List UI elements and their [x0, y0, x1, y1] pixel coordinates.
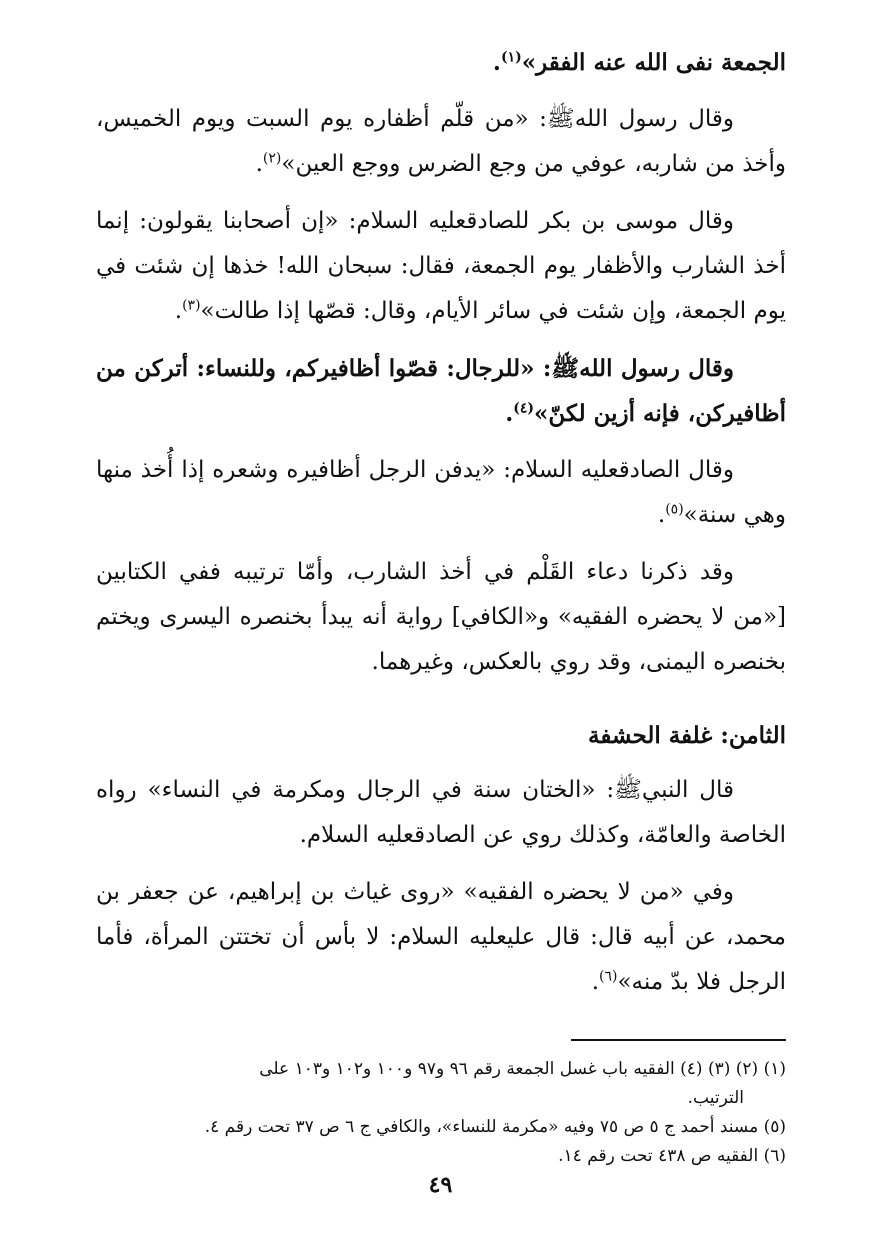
paragraph-text: وقال رسول اللهﷺ: «للرجال: قصّوا أظافيركم، وللنساء: أتركن من أظافيركن، فإنه أزين لكنّ»	[96, 355, 786, 427]
paragraph-text: وقال رسول اللهﷺ: «من قلّم أظفاره يوم السبت ويوم الخميس، وأخذ من شاربه، عوفي من وجع الضرس ووجع العين»	[96, 106, 786, 177]
note-ref: (٢)	[262, 150, 282, 167]
paragraph-text: الجمعة نفى الله عنه الفقر»	[521, 49, 786, 76]
paragraph	[96, 768, 786, 858]
paragraph	[96, 550, 786, 685]
note-ref: (٦)	[599, 968, 618, 985]
paragraph-text: وقال موسى بن بكر للصادقعليه السلام: «إن أصحابنا يقولون: إنما أخذ الشارب والأظفار يوم الجمعة، فقال: سبحان الله! خذها إن شئت في يوم الجمعة، وإن شئت في سائر الأيام، وقال: قصّها إذا طالت»	[96, 208, 786, 324]
paragraph-text: وقد ذكرنا دعاء القَلْم في أخذ الشارب، وأمّا ترتيبه ففي الكتابين [«من لا يحضره الفقيه» و«الكافي] رواية أنه يبدأ بخنصره اليسرى ويختم بخنصره اليمنى، وقد روي بالعكس، وغيرهما.	[96, 559, 786, 675]
paragraph-tail: .	[174, 298, 183, 324]
paragraph-text: قال النبيﷺ: «الختان سنة في الرجال ومكرمة في النساء» رواه الخاصة والعامّة، وكذلك روي عن الصادقعليه السلام.	[96, 777, 786, 848]
footnote: (١) (٢) (٣) (٤) الفقيه باب غسل الجمعة رقم ٩٦ و٩٧ و١٠٠ و١٠٢ و١٠٣ على	[259, 1059, 786, 1079]
paragraph	[96, 97, 786, 187]
page-number: ٤٩	[428, 1172, 453, 1198]
note-ref: (١)	[500, 49, 522, 66]
footnote: (٥) مسند أحمد ج ٥ ص ٧٥ وفيه «مكرمة للنساء»، والكافي ج ٦ ص ٣٧ تحت رقم ٤.	[204, 1117, 786, 1137]
paragraph-tail: .	[657, 502, 666, 528]
paragraph	[96, 448, 786, 538]
section-heading: الثامن: غلفة الحشفة	[587, 722, 786, 749]
note-ref: (٣)	[182, 297, 201, 314]
page-body	[96, 40, 786, 1171]
footnote-separator	[571, 1039, 786, 1041]
paragraph-tail: .	[505, 400, 514, 427]
note-ref: (٤)	[513, 400, 535, 417]
paragraph-tail: .	[591, 969, 600, 995]
paragraph-tail: .	[492, 49, 501, 76]
paragraph	[96, 40, 786, 85]
footnote: (٦) الفقيه ص ٤٣٨ تحت رقم ١٤.	[558, 1146, 786, 1166]
paragraph	[96, 346, 786, 436]
paragraph-tail: .	[255, 151, 263, 177]
paragraph	[96, 199, 786, 334]
footnote-continuation: الترتيب.	[687, 1088, 744, 1108]
paragraph-text: وفي «من لا يحضره الفقيه» «روى غياث بن إبراهيم، عن جعفر بن محمد، عن أبيه قال: قال عليعليه السلام: لا بأس أن تختتن المرأة، فأما الرجل فلا بدّ منه»	[96, 879, 786, 995]
paragraph	[96, 870, 786, 1005]
paragraph-text: وقال الصادقعليه السلام: «يدفن الرجل أظافيره وشعره إذا أُخذ منها وهي سنة»	[96, 457, 786, 528]
footnotes	[96, 1055, 786, 1171]
note-ref: (٥)	[665, 501, 684, 518]
